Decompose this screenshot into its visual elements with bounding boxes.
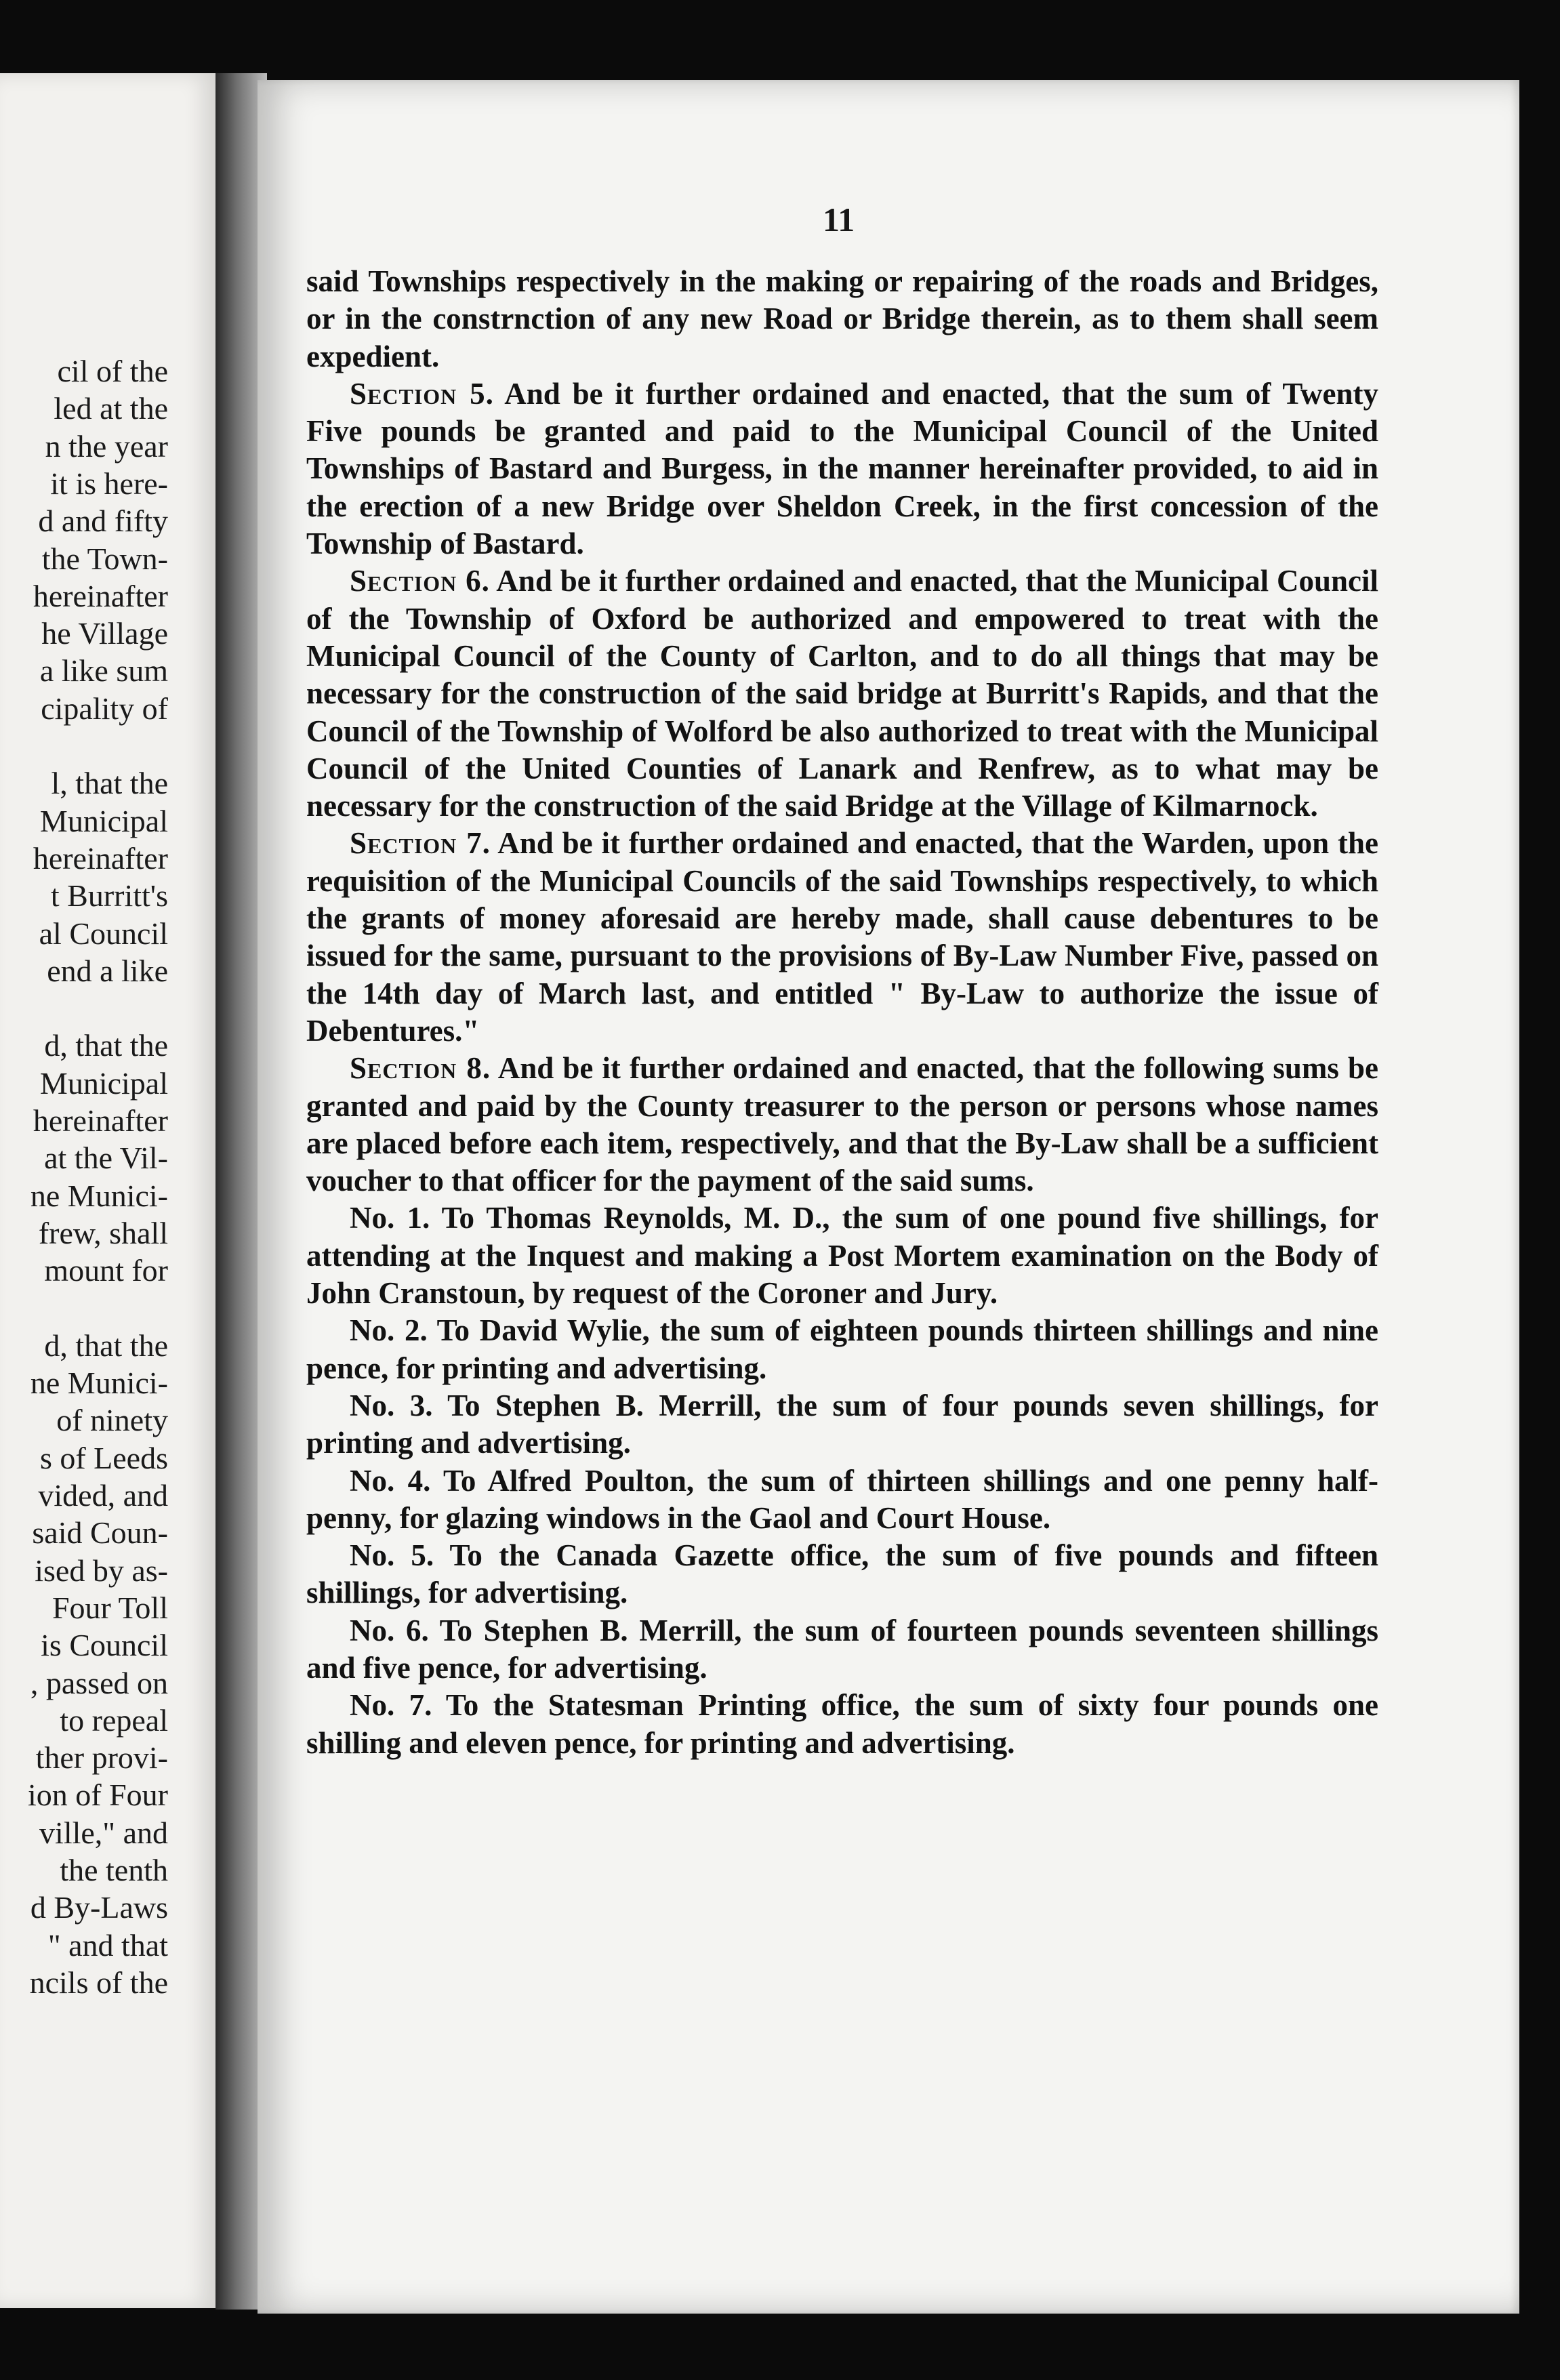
left-page-line: ised by as- [35, 1553, 168, 1588]
left-page-line: ville," and [39, 1815, 168, 1850]
left-page-line: ther provi- [35, 1740, 168, 1776]
left-page-line: ne Munici- [30, 1366, 168, 1401]
section-5-paragraph [306, 375, 1378, 562]
item-2-paragraph [306, 1312, 1378, 1387]
paragraph-text: No. 6. To Stephen B. Merrill, the sum of fourteen pounds seventeen shillings and five pence, for advertising. [306, 1613, 1378, 1685]
left-page-line: d, that the [44, 1028, 168, 1063]
item-4-paragraph [306, 1462, 1378, 1538]
paragraph-text: And be it further ordained and enacted, that the following sums be granted and paid by the County treasurer to the person or persons whose names are placed before each item, respectively, and that the By-Law shall be a sufficient voucher to that officer for the payment of the said sums. [306, 1051, 1379, 1198]
left-page-line: n the year [45, 428, 168, 464]
section-label: Section 7. [350, 826, 491, 861]
paragraph-text: And be it further ordained and enacted, that the Municipal Council of the Township of Oxford be authorized and empowered to treat with the Municipal Council of the County of Carlton, and to do all things that may be necessary for the construction of the said bridge at Burritt's Rapids, and that the Council of the Township of Wolford be also authorized to treat with the Municipal Council of the United Counties of Lanark and Renfrew, as to what may be necessary for the construction of the said Bridge at the Village of Kilmarnock. [306, 564, 1378, 823]
left-page-line: t Burritt's [50, 878, 168, 914]
left-page-line: cipality of [41, 691, 168, 726]
item-3-paragraph [306, 1387, 1378, 1462]
paragraph-text: No. 5. To the Canada Gazette office, the sum of five pounds and fifteen shillings, for advertising. [306, 1538, 1378, 1610]
left-page-line: is Council [41, 1628, 168, 1663]
left-page-line: hereinafter [33, 840, 168, 876]
left-page-line: mount for [44, 1253, 168, 1288]
left-page-line: hereinafter [33, 1103, 168, 1138]
paragraph-text: said Townships respectively in the making or repairing of the roads and Bridges, or in the constrnction of any new Road or Bridge therein, as to them shall seem expedient. [306, 264, 1378, 373]
paragraph-text: No. 3. To Stephen B. Merrill, the sum of four pounds seven shillings, for printing and advertising. [306, 1388, 1378, 1460]
section-7-paragraph [306, 825, 1378, 1050]
left-page-line: the tenth [60, 1853, 168, 1887]
left-page-line: ncils of the [29, 1965, 168, 2000]
left-page-line: al Council [39, 916, 168, 951]
item-7-paragraph [306, 1687, 1378, 1762]
left-page-line: end a like [47, 953, 168, 988]
left-page-line: at the Vil- [44, 1141, 168, 1176]
page-body-text [306, 263, 1378, 1762]
item-6-paragraph [306, 1612, 1378, 1687]
left-page-line: vided, and [38, 1478, 168, 1513]
left-page-line: ion of Four [28, 1778, 168, 1813]
left-page-line: said Coun- [32, 1515, 168, 1551]
left-page-fragment [0, 73, 225, 2308]
paragraph-text: No. 2. To David Wylie, the sum of eighteen pounds thirteen shillings and nine pence, for printing and advertising. [306, 1313, 1378, 1385]
left-page-line: cil of the [57, 354, 168, 388]
left-page-line: of ninety [56, 1403, 168, 1438]
left-page-line: l, that the [51, 766, 168, 801]
left-page-line: he Village [41, 616, 168, 651]
left-page-line: d and fifty [38, 504, 168, 539]
left-page-line: s of Leeds [39, 1440, 168, 1475]
section-label: Section 8. [350, 1051, 491, 1086]
left-page-line: Municipal [39, 803, 168, 838]
left-page-line: , passed on [30, 1665, 168, 1700]
left-page-line: led at the [54, 391, 168, 426]
paragraph-text: No. 4. To Alfred Poulton, the sum of thirteen shillings and one penny half-penny, for glazing windows in the Gaol and Court House. [306, 1463, 1378, 1535]
left-page-line: to repeal [60, 1702, 168, 1738]
left-page-line: Four Toll [52, 1590, 168, 1625]
paragraph-text: No. 7. To the Statesman Printing office, the sum of sixty four pounds one shilling and eleven pence, for printing and advertising. [306, 1688, 1378, 1760]
left-page-line: a like sum [39, 653, 168, 689]
section-6-paragraph [306, 562, 1378, 825]
paragraph-text: And be it further ordained and enacted, that the Warden, upon the requisition of the Municipal Councils of the said Townships respectively, to which the grants of money aforesaid are hereby made, shall cause debentures to be issued for the same, pursuant to the provisions of By-Law Number Five, passed on the 14th day of March last, and entitled " By-Law to authorize the issue of Debentures." [306, 826, 1378, 1048]
left-page-line: d By-Laws [30, 1890, 168, 1925]
left-page-line: it is here- [50, 466, 168, 501]
left-page-line: frew, shall [38, 1215, 168, 1250]
paragraph-text: No. 1. To Thomas Reynolds, M. D., the sum of one pound five shillings, for attending at the Inquest and making a Post Mortem examination on the Body of John Cranstoun, by request of the Coroner and Jury. [306, 1201, 1378, 1311]
paragraph-continuation [306, 263, 1378, 375]
left-page-line: hereinafter [33, 578, 168, 613]
left-page-line: the Town- [41, 541, 168, 576]
left-page-line: ne Munici- [30, 1178, 168, 1213]
paragraph-text: And be it further ordained and enacted, that the sum of Twenty Five pounds be granted and paid to the Municipal Council of the United Townships of Bastard and Burgess, in the manner hereinafter provided, to aid in the erection of a new Bridge over Sheldon Creek, in the first concession of the Township of Bastard. [306, 376, 1378, 561]
section-label: Section 5. [350, 376, 494, 411]
left-page-line: d, that the [44, 1328, 168, 1363]
left-page-line: Municipal [39, 1065, 168, 1101]
section-8-paragraph [306, 1050, 1378, 1199]
item-5-paragraph [306, 1537, 1378, 1612]
item-1-paragraph [306, 1199, 1378, 1312]
page-number: 11 [823, 201, 855, 239]
left-page-line: " and that [47, 1927, 168, 1963]
section-label: Section 6. [350, 564, 490, 598]
